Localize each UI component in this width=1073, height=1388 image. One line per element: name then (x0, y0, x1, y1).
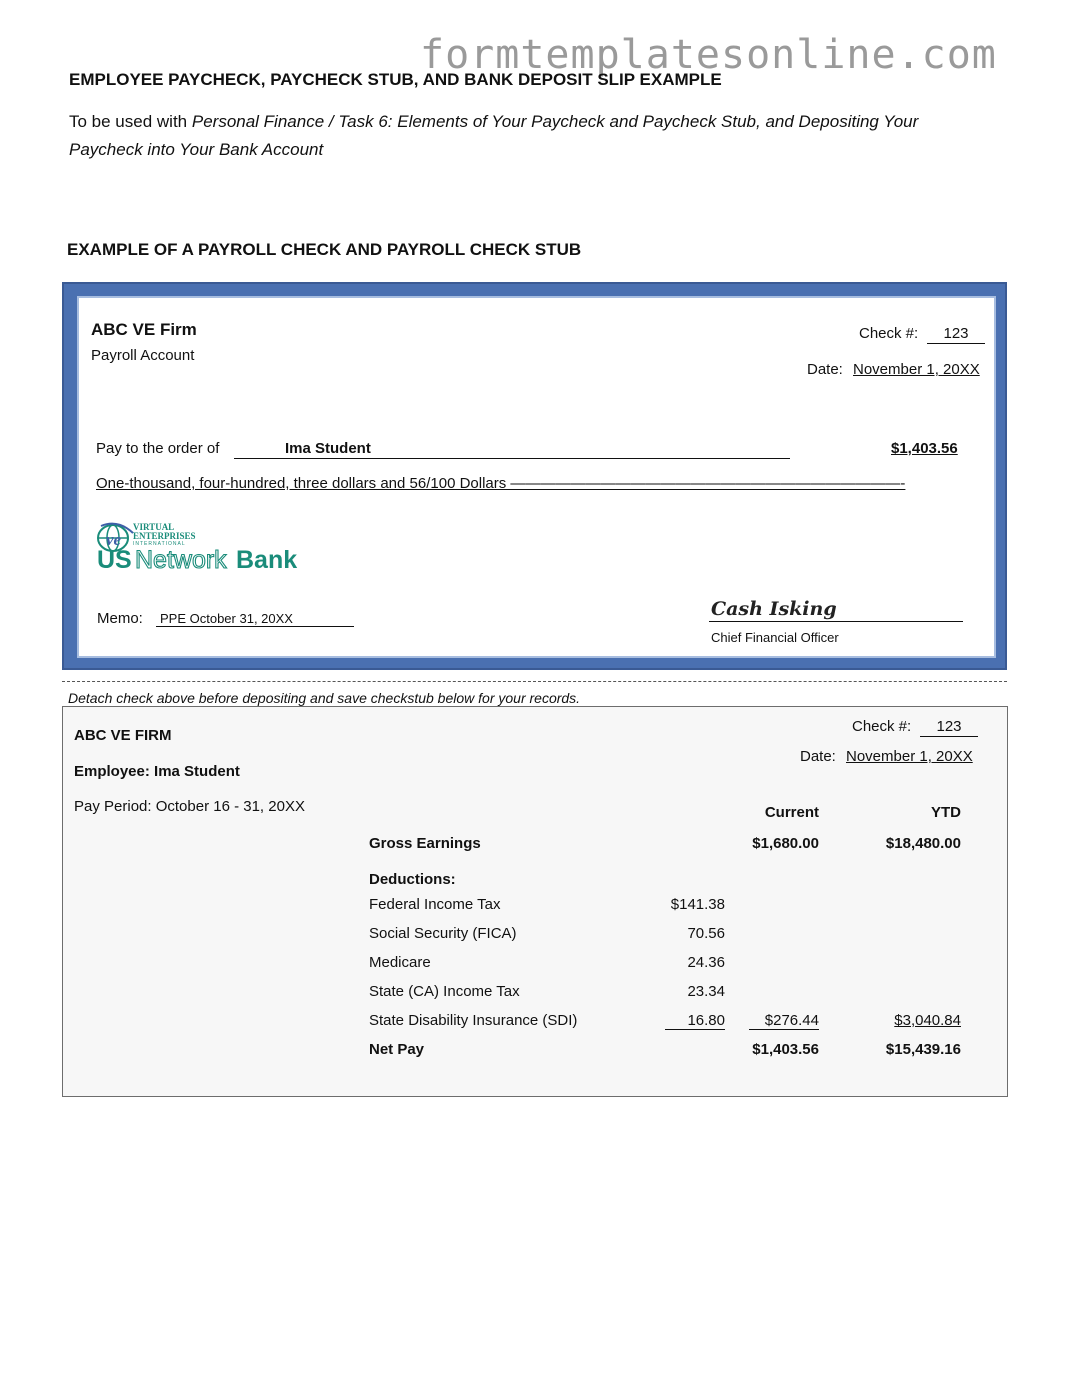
deductions-total-current: $276.44 (749, 1012, 819, 1030)
logo-bank-bank: Bank (236, 546, 298, 574)
column-header-current: Current (764, 804, 819, 821)
signer-title: Chief Financial Officer (711, 630, 839, 645)
document-title: EMPLOYEE PAYCHECK, PAYCHECK STUB, AND BANK DEPOSIT SLIP EXAMPLE (69, 70, 722, 89)
deductions-label: Deductions: (369, 871, 456, 888)
logo-bank-us: US (97, 546, 132, 574)
deduction-label: Federal Income Tax (369, 896, 501, 913)
deduction-amount: $141.38 (670, 896, 725, 913)
stub-check-number-label: Check #: (852, 718, 912, 735)
payroll-check-face (77, 296, 996, 658)
intro-course-reference: Personal Finance / Task 6: Elements of Your Paycheck and Paycheck Stub, and Depositing Your Paycheck into Your Bank Account (69, 112, 919, 159)
deduction-label: State (CA) Income Tax (369, 983, 520, 1000)
signature: Cash Isking (711, 598, 837, 620)
stub-pay-period: Pay Period: October 16 - 31, 20XX (74, 798, 305, 815)
column-header-ytd: YTD (931, 804, 961, 821)
deduction-label: Social Security (FICA) (369, 925, 517, 942)
memo-value: PPE October 31, 20XX (156, 611, 354, 627)
check-stub (62, 706, 1008, 1097)
gross-earnings-current: $1,680.00 (752, 835, 819, 852)
pay-to-label: Pay to the order of (96, 440, 220, 457)
check-firm-name: ABC VE Firm (91, 320, 197, 339)
check-number-value: 123 (927, 325, 985, 344)
deduction-label: State Disability Insurance (SDI) (369, 1012, 578, 1029)
logo-bank-network: Network (135, 546, 227, 574)
stub-date-value: November 1, 20XX (846, 748, 973, 765)
detach-instructions: Detach check above before depositing and save checkstub below for your records. (68, 690, 581, 706)
logo-line2: ENTERPRISES (133, 531, 196, 541)
check-number-label: Check #: (859, 325, 919, 342)
check-amount-words: One-thousand, four-hundred, three dollars and 56/100 Dollars ——————————————————————————- (96, 475, 906, 492)
net-pay-current: $1,403.56 (752, 1041, 819, 1058)
payroll-check (62, 282, 1007, 670)
logo-line1: VIRTUAL (133, 522, 175, 532)
check-amount: $1,403.56 (891, 440, 958, 457)
net-pay-label: Net Pay (369, 1041, 425, 1058)
deduction-label: Medicare (369, 954, 431, 971)
deductions-total-ytd: $3,040.84 (894, 1012, 961, 1029)
memo-label: Memo: (97, 610, 143, 627)
section-title: EXAMPLE OF A PAYROLL CHECK AND PAYROLL CHECK STUB (67, 240, 582, 259)
deduction-amount: 24.36 (687, 954, 725, 971)
gross-earnings-ytd: $18,480.00 (885, 835, 961, 852)
watermark: formtemplatesonline.com (420, 32, 997, 78)
net-pay-ytd: $15,439.16 (885, 1041, 961, 1058)
perforation-line (62, 681, 1007, 682)
gross-earnings-label: Gross Earnings (369, 835, 481, 852)
deduction-amount: 16.80 (665, 1012, 725, 1030)
deduction-amount: 23.34 (687, 983, 725, 1000)
check-date-label: Date: (807, 361, 843, 378)
stub-date-label: Date: (800, 748, 836, 765)
stub-check-number-value: 123 (920, 718, 978, 737)
payee-line (234, 458, 790, 459)
check-account-name: Payroll Account (91, 347, 195, 364)
deduction-amount: 70.56 (687, 925, 725, 942)
stub-employee: Employee: Ima Student (74, 763, 240, 780)
check-date-value: November 1, 20XX (853, 361, 980, 378)
signature-line (709, 621, 963, 622)
payee-name: Ima Student (285, 440, 371, 457)
stub-firm-name: ABC VE FIRM (74, 727, 172, 744)
svg-text:ve: ve (106, 530, 122, 549)
intro-prefix: To be used with (69, 112, 192, 131)
logo-line3: INTERNATIONAL (133, 541, 186, 547)
document-intro (69, 108, 969, 164)
bank-logo (93, 521, 303, 581)
